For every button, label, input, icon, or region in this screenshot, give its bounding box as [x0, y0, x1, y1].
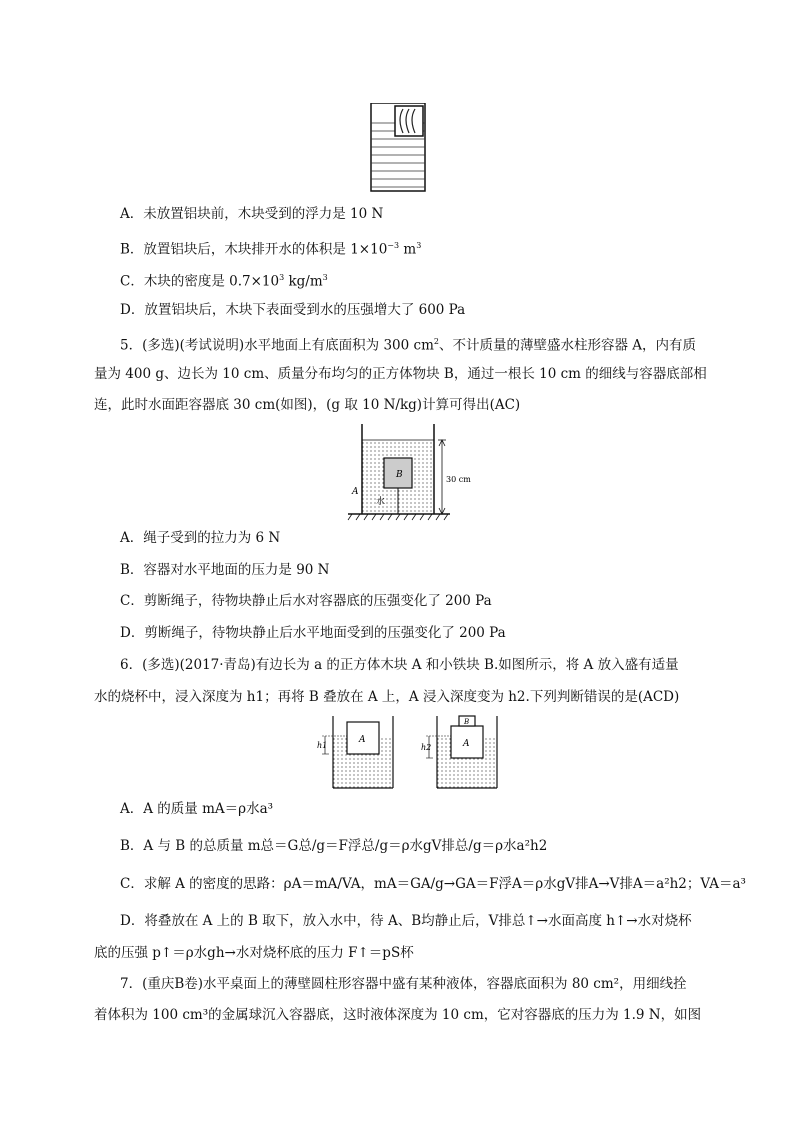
q6-line-1: 6．(多选)(2017·青岛)有边长为 a 的正方体木块 A 和小铁块 B.如图所示，将 A 放入盛有适量 [120, 657, 679, 673]
fig-label-b-block: B [464, 718, 470, 726]
q7-line-1: 7．(重庆B卷)水平桌面上的薄壁圆柱形容器中盛有某种液体，容器底面积为 80 cm²，用细线拴 [120, 976, 687, 992]
q5-option-d: D．剪断绳子，待物块静止后水平地面受到的压强变化了 200 Pa [120, 625, 506, 641]
q5-option-b: B．容器对水平地面的压力是 90 N [120, 562, 330, 578]
fig-label-b: B [396, 470, 403, 480]
fig-label-a-right: A [463, 739, 470, 749]
q5-option-a: A．绳子受到的拉力为 6 N [120, 530, 281, 546]
q5-line-1: 5．(多选)(考试说明)水平地面上有底面积为 300 $cm^2$、不计质量的薄壁盛水柱形容器 A，内有质 [120, 337, 697, 354]
fig-label-water: 水 [376, 497, 386, 507]
q4-option-d: D．放置铝块后，木块下表面受到水的压强增大了 600 Pa [120, 302, 466, 318]
q4-option-c: C．木块的密度是 $0.7\times 10^3$ $kg/m^3$ [120, 273, 328, 290]
figure-q4-beaker [369, 103, 429, 193]
fig-label-h2: h2 [421, 743, 432, 752]
q6-option-d-line-2: 底的压强 p↑＝ρ水gh→水对烧杯底的压力 F↑＝pS杯 [94, 945, 414, 961]
q6-option-a: A．A 的质量 mA＝ρ水a³ [120, 801, 274, 817]
q4-option-a: A．未放置铝块前，木块受到的浮力是 10 N [120, 206, 384, 222]
q6-option-d-line-1: D．将叠放在 A 上的 B 取下，放入水中，待 A、B均静止后，V排总↑→水面高度 h↑→水对烧杯 [120, 913, 692, 929]
figure-q6-beakers [317, 714, 512, 790]
q6-option-b: B．A 与 B 的总质量 m总＝G总/g＝F浮总/g＝ρ水gV排总/g＝ρ水a²h2 [120, 838, 548, 854]
fig-label-height: 30 cm [446, 475, 471, 484]
q5-line-2: 量为 400 g、边长为 10 cm、质量分布均匀的正方体物块 B，通过一根长 10 cm 的细线与容器底部相 [94, 366, 707, 382]
q6-option-c: C．求解 A 的密度的思路：ρA＝mA/VA，mA＝GA/g→GA＝F浮A＝ρ水gV排A→V排A＝a²h2；VA＝a³ [120, 876, 746, 892]
q7-line-2: 着体积为 100 cm³的金属球沉入容器底，这时液体深度为 10 cm，它对容器底的压力为 1.9 N，如图 [94, 1007, 702, 1023]
fig-label-a: A [352, 487, 359, 497]
fig-label-a-left: A [359, 735, 366, 745]
figure-q5-container [346, 422, 476, 522]
q4-option-b: B．放置铝块后，木块排开水的体积是 $1\times 10^{-3}$ $m^3$ [120, 241, 422, 258]
q6-line-2: 水的烧杯中，浸入深度为 h1；再将 B 叠放在 A 上，A 浸入深度变为 h2.下列判断错误的是(ACD) [94, 689, 680, 705]
q5-option-c: C．剪断绳子，待物块静止后水对容器底的压强变化了 200 Pa [120, 593, 492, 609]
fig-label-h1: h1 [317, 741, 328, 750]
q5-line-3: 连，此时水面距容器底 30 cm(如图)，(g 取 10 N/kg)计算可得出(AC) [94, 397, 521, 413]
